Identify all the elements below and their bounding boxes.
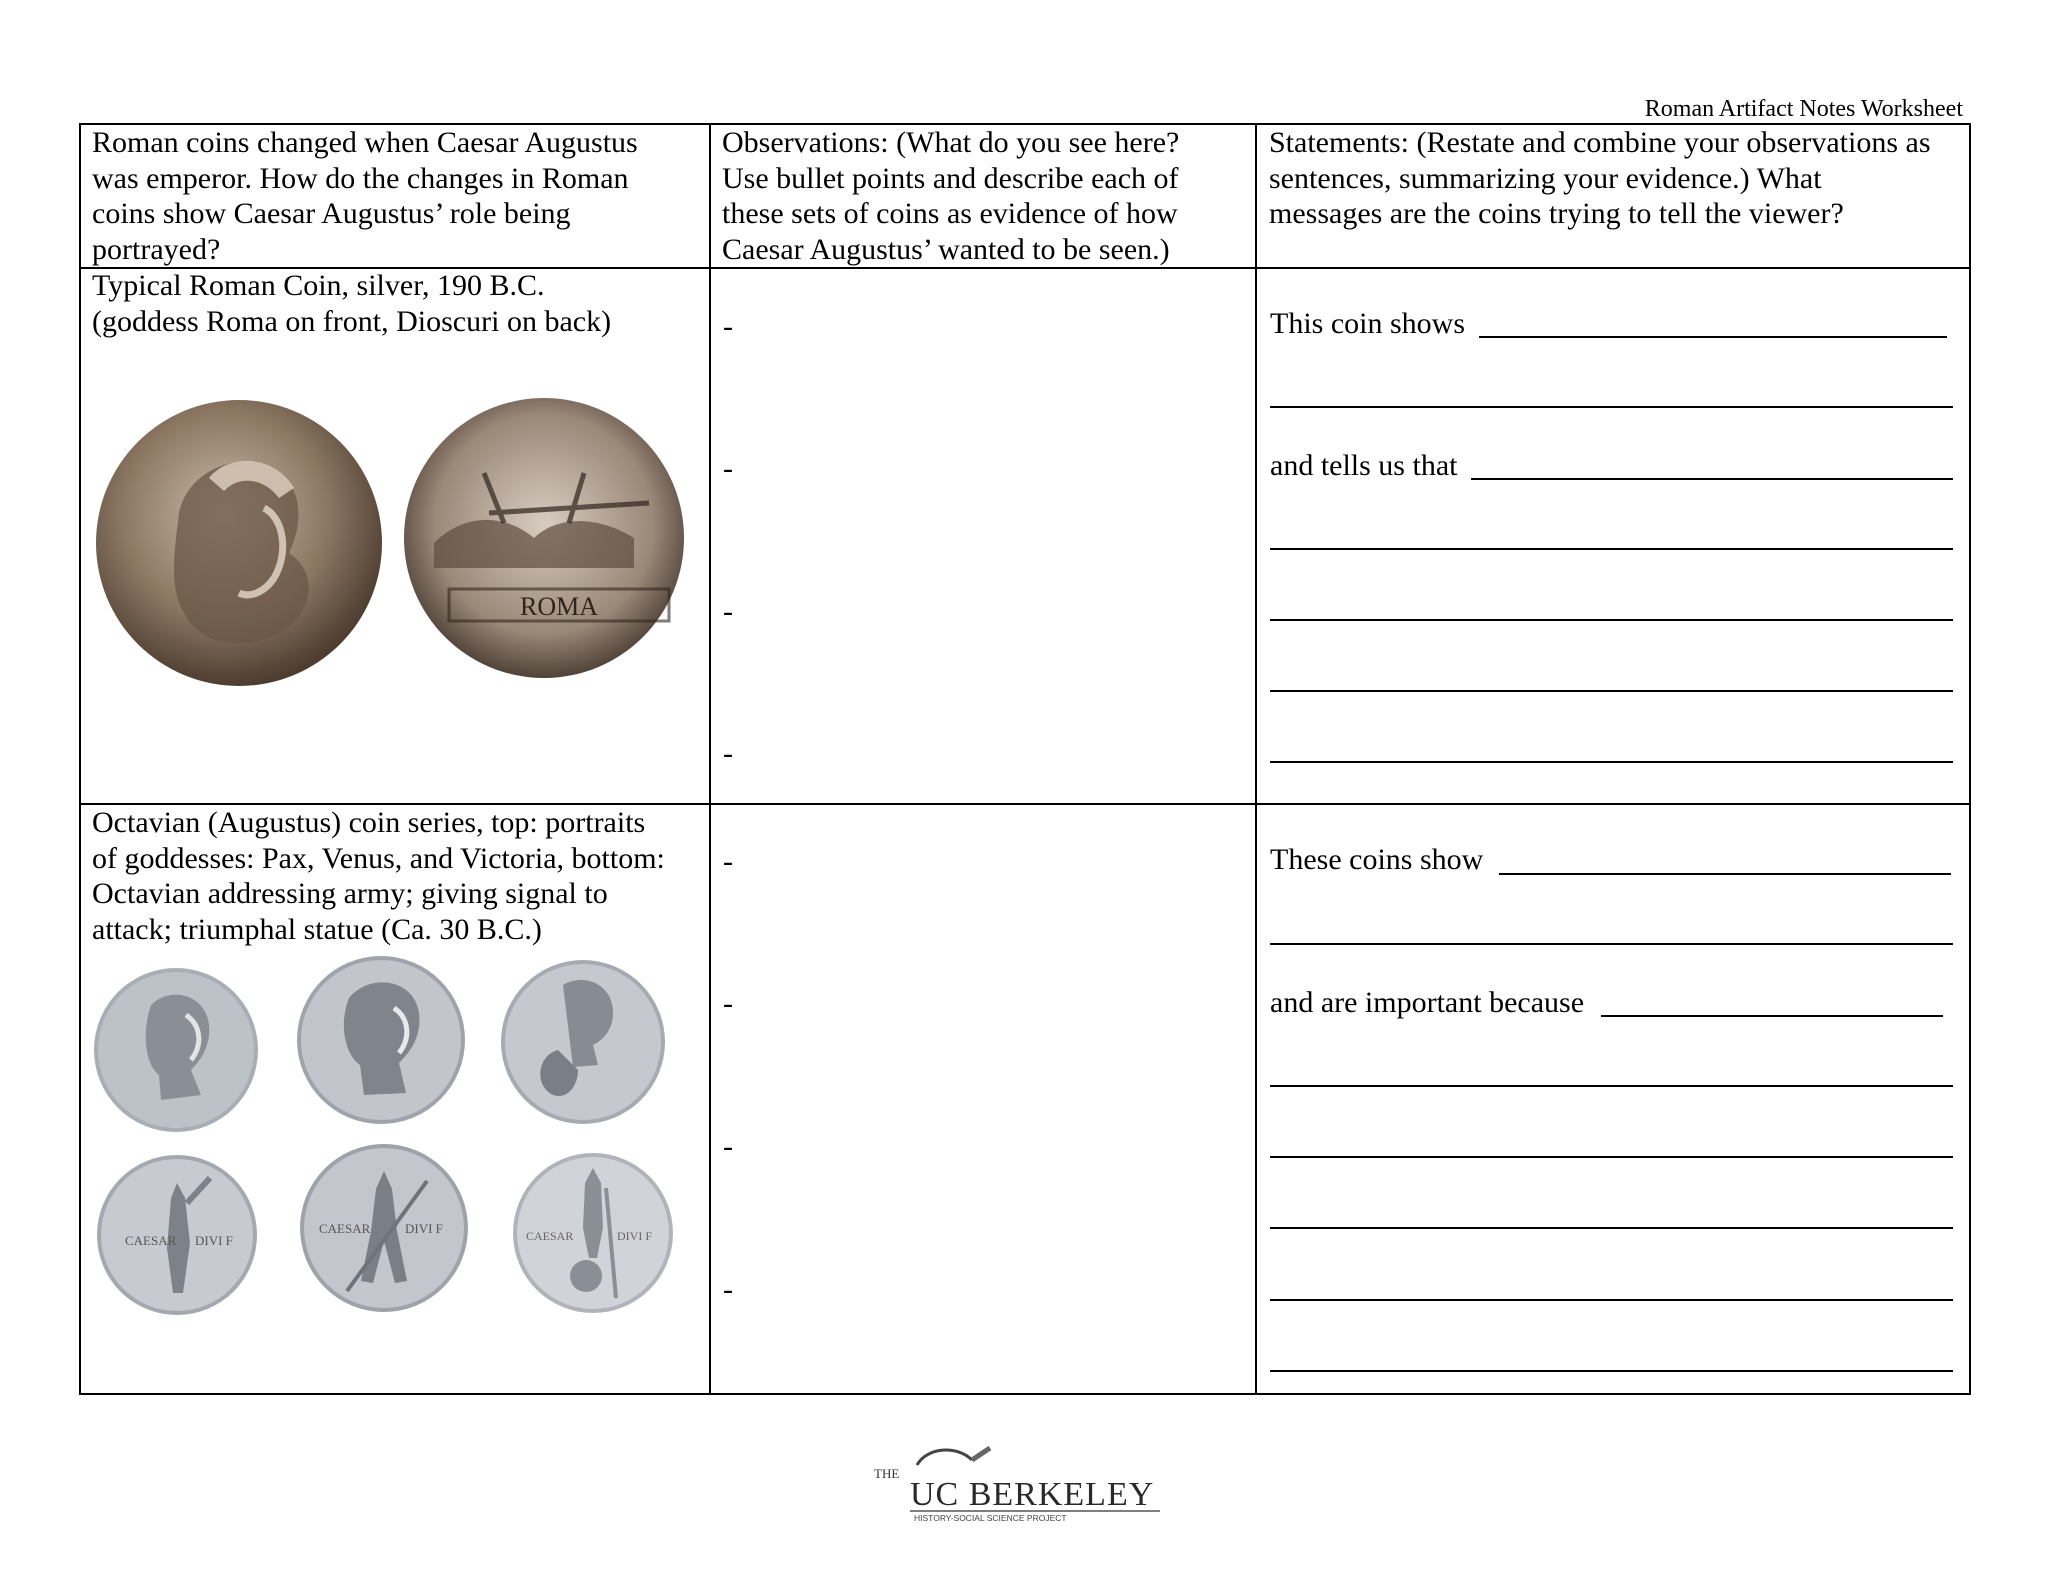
row2-bullet-1: -	[723, 845, 733, 878]
logo-subtitle-text: HISTORY-SOCIAL SCIENCE PROJECT	[914, 1513, 1067, 1523]
row2-answer-blank-3	[1601, 1015, 1943, 1017]
victoria-coin-image	[498, 955, 668, 1130]
header-question: Roman coins changed when Caesar Augustus was emperor. How do the changes in Roman coins show Caesar Augustus’ role being portrayed?	[92, 126, 638, 266]
row2-bullet-4: -	[723, 1273, 733, 1306]
header-observations: Observations: (What do you see here? Use bullet points and describe each of these sets of coins as evidence of how Caesar Augustus’ wanted to be seen.)	[722, 126, 1180, 266]
row2-answer-blank-2	[1270, 943, 1953, 945]
row2-answer-blank-5	[1270, 1156, 1953, 1158]
row2-prompt-show: These coins show	[1270, 843, 1484, 876]
row2-bullet-3: -	[723, 1130, 733, 1163]
notes-table	[79, 123, 1971, 1395]
row1-caption: Typical Roman Coin, silver, 190 B.C. (goddess Roma on front, Dioscuri on back)	[92, 269, 612, 338]
row1-bullet-1: -	[723, 310, 733, 343]
uc-berkeley-logo	[872, 1445, 1162, 1525]
table-column-divider-1	[709, 123, 711, 1395]
roma-coin-front-image	[89, 393, 389, 693]
octavian-attack-signal-coin-image	[297, 1141, 472, 1316]
row1-answer-blank-2	[1270, 406, 1953, 408]
logo-magnifier-handle	[972, 1448, 990, 1460]
coin-inscription-divif-2: DIVI F	[405, 1221, 443, 1236]
row2-answer-blank-6	[1270, 1227, 1953, 1229]
dioscuri-coin-back-image	[394, 393, 694, 693]
row1-bullet-3: -	[723, 595, 733, 628]
octavian-addressing-army-coin-image	[95, 1153, 260, 1318]
row1-answer-blank-4	[1270, 548, 1953, 550]
table-border-left	[79, 123, 81, 1395]
row2-answer-blank-1	[1499, 873, 1951, 875]
row1-answer-blank-1	[1479, 336, 1947, 338]
row1-prompt-shows: This coin shows	[1270, 307, 1465, 340]
row1-bullet-4: -	[723, 737, 733, 770]
coin-inscription-divif-3: DIVI F	[617, 1229, 652, 1243]
row2-answer-blank-4	[1270, 1085, 1953, 1087]
row2-answer-blank-7	[1270, 1299, 1953, 1301]
row2-caption: Octavian (Augustus) coin series, top: portraits of goddesses: Pax, Venus, and Victoria, bottom: Octavian addressing army; giving signal to attack; triumphal statue (Ca. 30 B.C.)	[92, 806, 665, 946]
worksheet-title: Roman Artifact Notes Worksheet	[1644, 96, 1963, 122]
coin-inscription-caesar-1: CAESAR	[125, 1233, 177, 1248]
coin-inscription-roma: ROMA	[519, 592, 599, 621]
coin-inscription-divif-1: DIVI F	[195, 1233, 233, 1248]
row2-prompt-important: and are important because	[1270, 986, 1585, 1019]
row2-bullet-2: -	[723, 987, 733, 1020]
coin-inscription-caesar-2: CAESAR	[319, 1221, 371, 1236]
row2-answer-blank-8	[1270, 1370, 1953, 1372]
venus-coin-image	[294, 953, 469, 1128]
triumphal-statue-coin-image	[511, 1148, 676, 1318]
table-border-bottom	[79, 1393, 1971, 1395]
row1-prompt-tells: and tells us that	[1270, 449, 1458, 482]
header-statements: Statements: (Restate and combine your observations as sentences, summarizing your evidence.) What messages are the coins trying to tell the viewer?	[1269, 126, 1931, 230]
row1-answer-blank-3	[1471, 478, 1953, 480]
row1-bullet-2: -	[723, 452, 733, 485]
row1-answer-blank-7	[1270, 761, 1953, 763]
logo-the-text: THE	[874, 1466, 900, 1481]
logo-name-text: UC BERKELEY	[910, 1476, 1155, 1513]
row1-answer-blank-5	[1270, 619, 1953, 621]
table-column-divider-2	[1255, 123, 1257, 1395]
pax-coin-image	[91, 965, 261, 1135]
table-border-right	[1969, 123, 1971, 1395]
logo-magnifier-icon	[917, 1450, 972, 1465]
row1-answer-blank-6	[1270, 690, 1953, 692]
coin-inscription-caesar-3: CAESAR	[526, 1229, 574, 1243]
